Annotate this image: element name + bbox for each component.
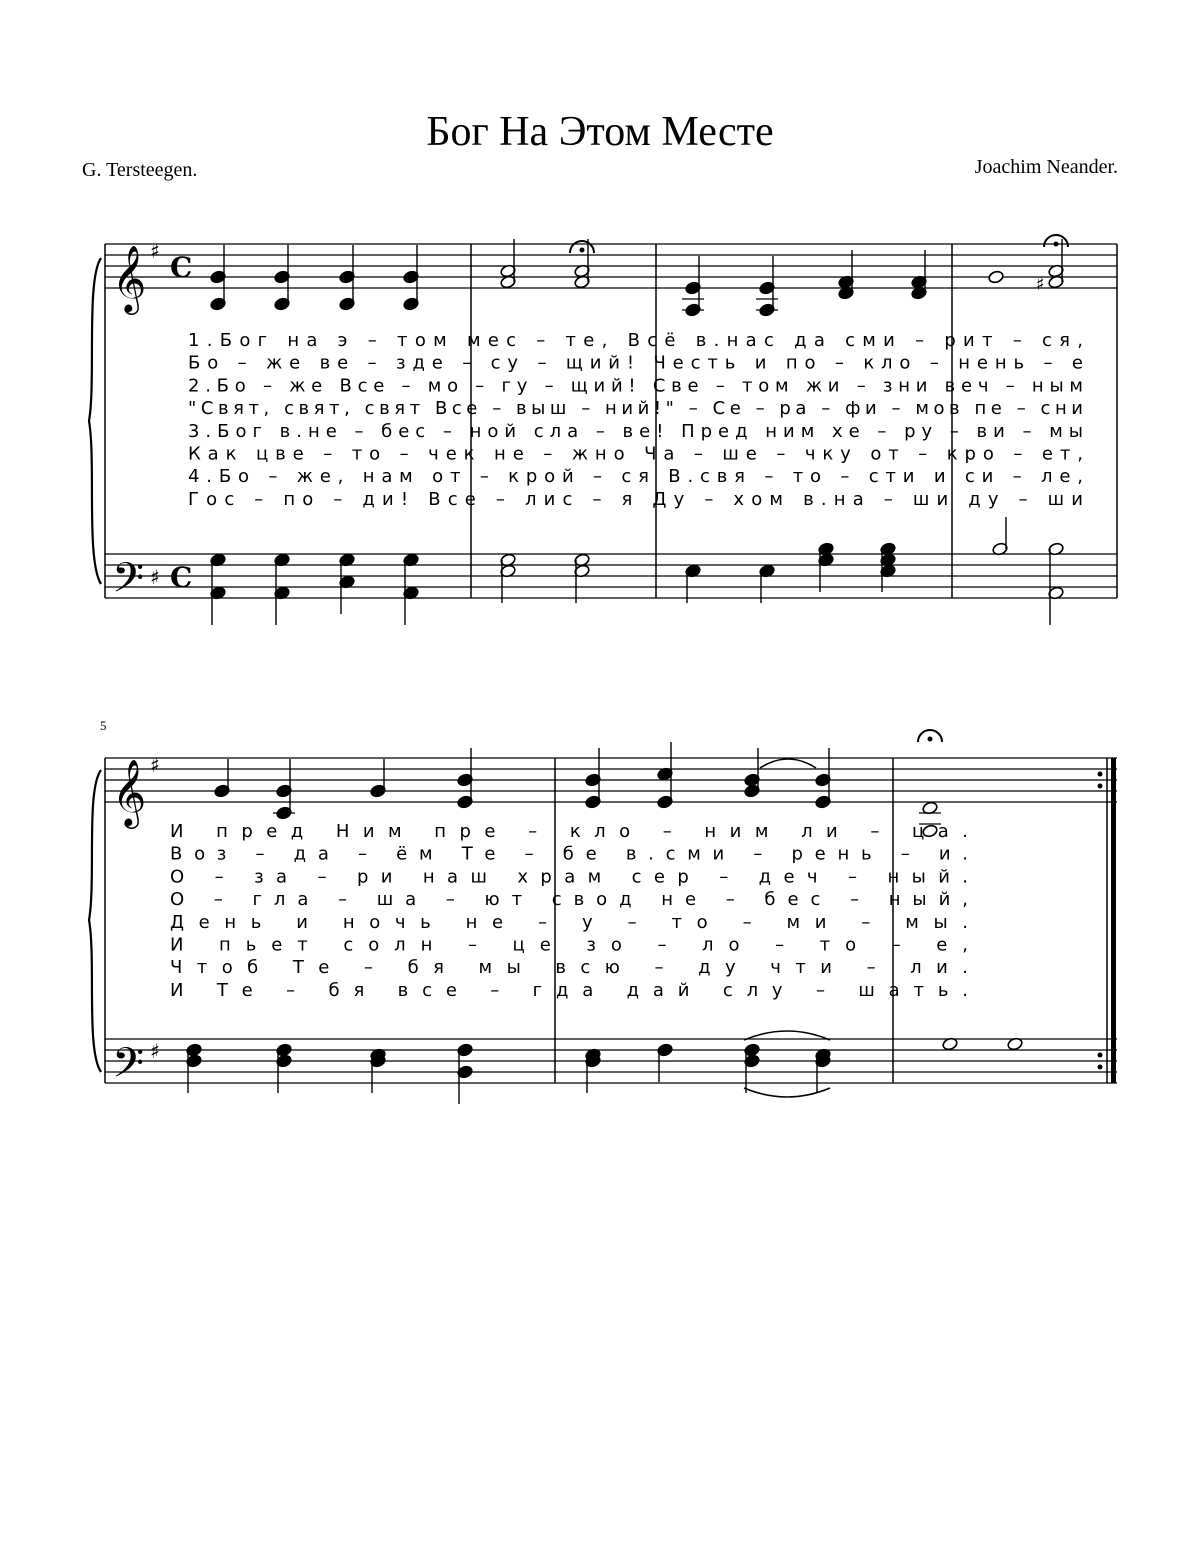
system1-verse-line: 1.Бог на э – том мес – те, Всё в.нас да сми – рит – ся, — [188, 330, 1084, 351]
fermata-dot — [580, 248, 585, 253]
treble-staff-1 — [105, 244, 1117, 288]
treble-clef-1: 𝄞 — [112, 244, 147, 312]
key-signatures — [150, 239, 160, 1063]
sharp-sign: ♯ — [150, 239, 160, 263]
clefs — [112, 244, 146, 1097]
system2-verse-line: И Те – бя все – гда дай слу – шать. — [170, 979, 968, 1001]
song-title: Бог На Этом Месте — [426, 109, 774, 155]
system1-verse-line: 4.Бо – же, нам от – крой – ся В.свя – то – сти и си – ле, — [188, 466, 1083, 488]
bass-clef-1: 𝄢 — [112, 554, 145, 612]
system1-verse-line: 3.Бог в.не – бес – ной сла – ве! Пред ним хе – ру – ви – мы — [188, 420, 1083, 442]
system1-verse-line: "Свят, свят, свят Все – выш – ний!" – Се – ра – фи – мов пе – сни — [188, 398, 1083, 420]
measure-number: 5 — [100, 718, 107, 733]
lyricist-credit: G. Tersteegen. — [82, 159, 198, 181]
fermata-dot — [1054, 242, 1059, 247]
sharp-sign: ♯ — [150, 753, 160, 777]
brace-2 — [89, 770, 101, 1072]
brace-1 — [89, 258, 101, 584]
system2-verse-line: Чтоб Те – бя мы всю – ду чти – ли. — [170, 957, 969, 979]
tie — [760, 759, 816, 768]
system2-verse-line: И пред Ним пре – кло – ним ли – ца. — [170, 821, 969, 842]
note-head — [988, 270, 1005, 284]
fermata-dot — [928, 737, 933, 742]
sharp-sign: ♯ — [150, 1039, 160, 1063]
bass-staff-1 — [105, 554, 1117, 598]
system1-verse-line: Гос – по – ди! Все – лис – я Ду – хом в.на – ши ду – ши — [188, 488, 1084, 510]
bass-staff-2 — [105, 1039, 1117, 1083]
lyrics — [170, 330, 1083, 1001]
system2-verse-line: День и ночь не – у – то – ми – мы. — [170, 911, 969, 933]
treble-staff-2 — [105, 758, 1117, 802]
sharp-sign: ♯ — [1036, 274, 1045, 295]
system2-verse-line: О – за – ри наш храм сер – деч – ный. — [170, 866, 968, 888]
time-signature: C — [170, 251, 193, 284]
system2-verse-line: И пьет солн – це зо – ло – то – е, — [170, 934, 969, 956]
system1-verse-line: Как цве – то – чек не – жно Ча – ше – чку от – кро – ет, — [188, 443, 1083, 465]
composer-credit: Joachim Neander. — [974, 156, 1118, 178]
system1-verse-line: 2.Бо – же Все – мо – гу – щий! Све – том жи – зни веч – ным — [188, 375, 1084, 397]
bass-clef-2: 𝄢 — [112, 1039, 145, 1097]
time-signature: C — [170, 561, 193, 594]
treble-clef-2: 𝄞 — [112, 758, 147, 826]
sharp-sign: ♯ — [150, 565, 160, 589]
system2-verse-line: Воз – да – ём Те – бе в.сми – рень – и. — [170, 843, 968, 865]
system2-verse-line: О – гла – ша – ют свод не – бес – ный, — [170, 889, 968, 911]
system1-verse-line: Бо – же ве – зде – су – щий! Честь и по – кло – нень – е — [188, 352, 1084, 374]
